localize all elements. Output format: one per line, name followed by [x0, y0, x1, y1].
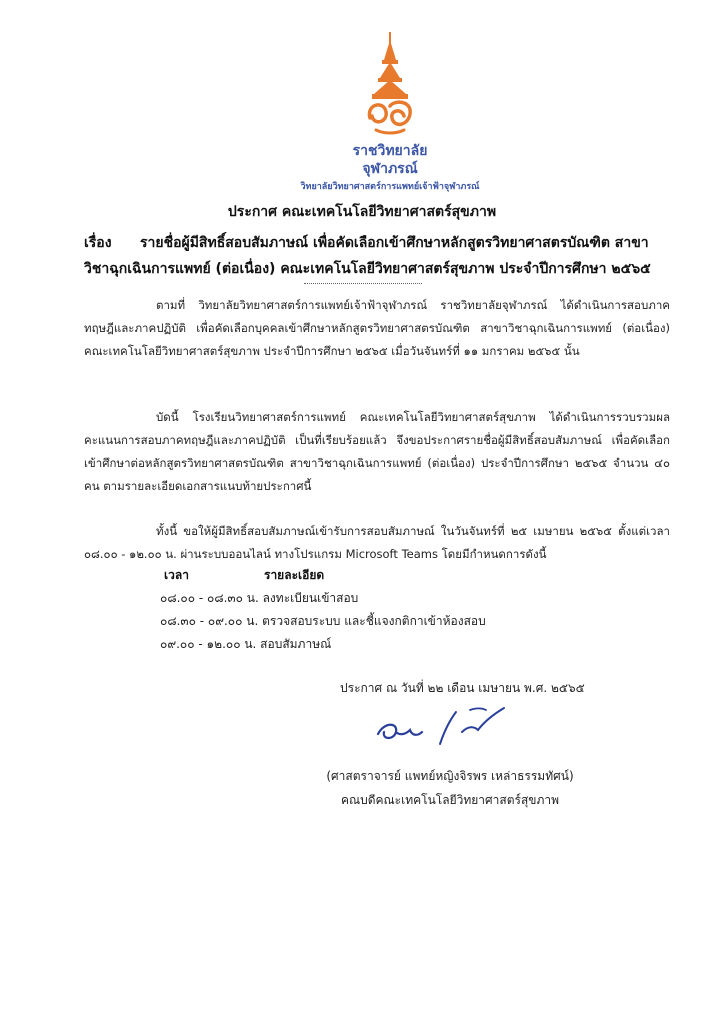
announcement-title: ประกาศ คณะเทคโนโลยีวิทยาศาสตร์สุขภาพ — [227, 204, 497, 220]
schedule-header-detail: รายละเอียด — [264, 568, 325, 582]
schedule-header-time: เวลา — [164, 568, 189, 582]
paragraph-3-text: ทั้งนี้ ขอให้ผู้มีสิทธิ์สอบสัมภาษณ์เข้ารับการสอบสัมภาษณ์ ในวันจันทร์ที่ ๒๕ เมษายน ๒๕๖๕ ตั้งแต่เวลา ๐๘.๐๐ - ๑๒.๐๐ น. ผ่านระบบออนไลน์ ทางโปรแกรม Microsoft Teams โดยมีกำหนดการดังนี้ — [84, 524, 670, 561]
paragraph-2 — [84, 406, 670, 498]
signer-name: (ศาสตราจารย์ แพทย์หญิงจิรพร เหล่าธรรมทัศน์) — [326, 769, 574, 783]
subject-label: เรื่อง — [84, 235, 112, 251]
paragraph-3 — [84, 520, 670, 566]
college-logo — [290, 30, 490, 195]
subject-line2: วิชาฉุกเฉินการแพทย์ (ต่อเนื่อง) คณะเทคโนโลยีวิทยาศาสตร์สุขภาพ ประจำปีการศึกษา ๒๕๖๕ — [84, 261, 651, 277]
subject-line1: รายชื่อผู้มีสิทธิ์สอบสัมภาษณ์ เพื่อคัดเลือกเข้าศึกษาหลักสูตรวิทยาศาสตรบัณฑิต สาขา — [140, 235, 649, 251]
title-divider — [304, 283, 422, 284]
logo-subtitle: วิทยาลัยวิทยาศาสตร์การแพทย์เจ้าฟ้าจุฬาภรณ์ — [300, 182, 480, 192]
announcement-subject — [84, 230, 684, 282]
paragraph-1 — [84, 294, 670, 363]
schedule-row: ๐๙.๐๐ - ๑๒.๐๐ น. สอบสัมภาษณ์ — [160, 637, 332, 651]
logo-name-line1: ราชวิทยาลัย — [352, 143, 428, 159]
schedule-row: ๐๘.๓๐ - ๐๙.๐๐ น. ตรวจสอบระบบ และชี้แจงกติกาเข้าห้องสอบ — [160, 614, 486, 628]
handwritten-signature — [370, 700, 530, 756]
logo-name-line2: จุฬาภรณ์ — [362, 161, 418, 177]
schedule-row: ๐๘.๐๐ - ๐๘.๓๐ น. ลงทะเบียนเข้าสอบ — [160, 591, 359, 605]
crown-emblem-icon — [356, 30, 424, 140]
announcement-date: ประกาศ ณ วันที่ ๒๒ เดือน เมษายน พ.ศ. ๒๕๖๕ — [340, 681, 585, 695]
paragraph-1-text: ตามที่ วิทยาลัยวิทยาศาสตร์การแพทย์เจ้าฟ้าจุฬาภรณ์ ราชวิทยาลัยจุฬาภรณ์ ได้ดำเนินการสอบภาคทฤษฎีและภาคปฏิบัติ เพื่อคัดเลือกบุคคลเข้าศึกษาหลักสูตรวิทยาศาสตรบัณฑิต สาขาวิชาฉุกเฉินการแพทย์ (ต่อเนื่อง) คณะเทคโนโลยีวิทยาศาสตร์สุขภาพ ประจำปีการศึกษา ๒๕๖๕ เมื่อวันจันทร์ที่ ๑๑ มกราคม ๒๕๖๕ นั้น — [84, 298, 670, 358]
paragraph-2-text: บัดนี้ โรงเรียนวิทยาศาสตร์การแพทย์ คณะเทคโนโลยีวิทยาศาสตร์สุขภาพ ได้ดำเนินการรวบรวมผลคะแนนการสอบภาคทฤษฎีและภาคปฏิบัติ เป็นที่เรียบร้อยแล้ว จึงขอประกาศรายชื่อผู้มีสิทธิ์สอบสัมภาษณ์ เพื่อคัดเลือกเข้าศึกษาต่อหลักสูตรวิทยาศาสตรบัณฑิต สาขาวิชาฉุกเฉินการแพทย์ (ต่อเนื่อง) ประจำปีการศึกษา ๒๕๖๕ จำนวน ๔๐ คน ตามรายละเอียดเอกสารแนบท้ายประกาศนี้ — [84, 410, 670, 493]
signer-title: คณบดีคณะเทคโนโลยีวิทยาศาสตร์สุขภาพ — [340, 793, 560, 807]
